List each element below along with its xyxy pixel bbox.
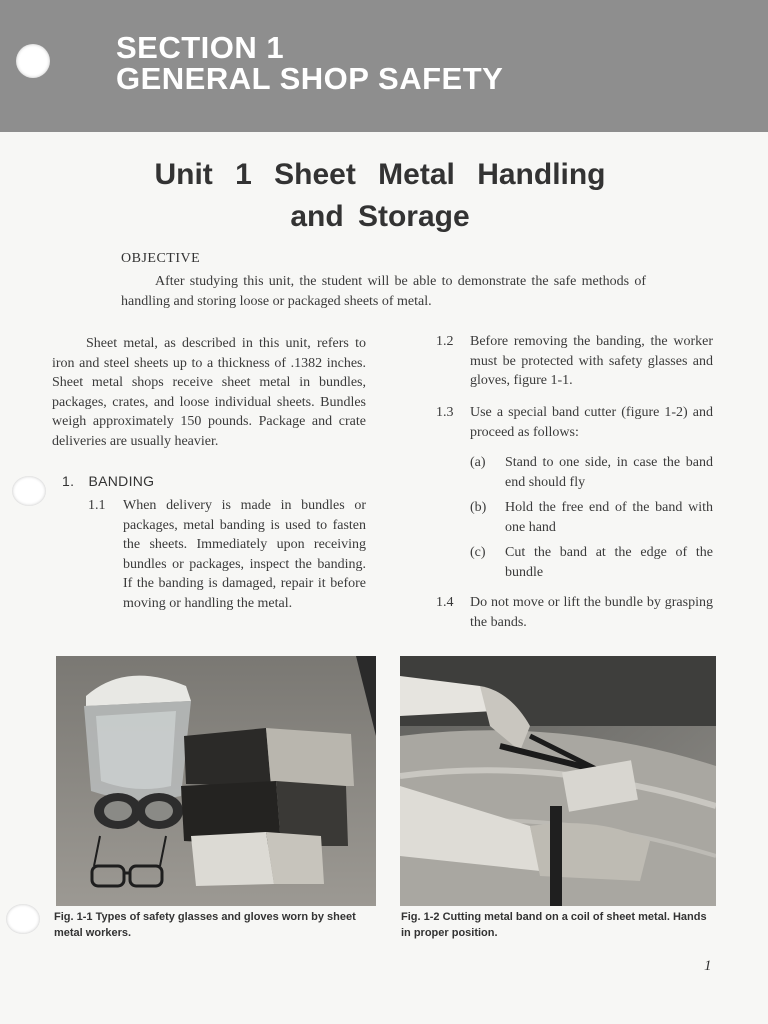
item-number: 1.3 [436,405,454,420]
item-number: 1.2 [436,334,454,349]
objective-heading: OBJECTIVE [121,251,201,266]
subitem-a [470,453,716,497]
item-text: When delivery is made in bundles or packages, metal banding is used to fasten the sheets. Immediately upon receiving bundles or packages, inspect the banding. If the banding is damaged, repair it before moving or handling the metal. [123,498,366,611]
item-1-2 [436,332,716,396]
subitem-text: Cut the band at the edge of the bundle [505,545,713,580]
subitem-text: Stand to one side, in case the band end should fly [505,455,713,490]
item-text: Before removing the banding, the worker must be protected with safety glasses and gloves, figure 1-1. [470,334,713,389]
band-cutting-illustration [400,656,716,906]
item-text: Do not move or lift the bundle by grasping the bands. [470,595,713,630]
figure-1-2-label: Fig. 1-2 [401,911,440,923]
item-number: 1.4 [436,595,454,610]
item-1-3 [436,403,716,447]
section-number-heading: SECTION 1 [116,30,285,65]
unit-title-line1: Unit 1 Sheet Metal Handling [154,158,606,191]
page-number: 1 [704,958,712,974]
subitem-label: (a) [470,455,486,470]
intro-paragraph: Sheet metal, as described in this unit, refers to iron and steel sheets up to a thickness of .1382 inches. Sheet metal shops receive sheet metal in bundles, packages, crates, and loose individual sheets. Bundles weigh approximately 150 pounds. Package and crate deliveries are usually heavier. [52,336,366,449]
safety-equipment-illustration [56,656,376,906]
figure-1-2-caption [401,909,717,941]
item-1-1 [88,496,368,636]
figure-1-1-photo [56,656,376,906]
subitem-b [470,498,716,542]
subitem-c [470,543,716,587]
unit-title [100,154,660,238]
subitem-label: (b) [470,500,487,515]
figure-1-1-label: Fig. 1-1 [54,911,93,923]
unit-title-line2: and Storage [290,200,470,233]
section-title-heading: GENERAL SHOP SAFETY [116,61,504,96]
subitem-label: (c) [470,545,486,560]
figure-1-2-photo [400,656,716,906]
item-number: 1.1 [88,498,106,513]
subitem-text: Hold the free end of the band with one hand [505,500,713,535]
item-text: Use a special band cutter (figure 1-2) and proceed as follows: [470,405,713,440]
binder-hole-middle [12,476,46,506]
binder-hole-top [16,44,50,78]
binder-hole-bottom [6,904,40,934]
item-1-4 [436,593,716,637]
banding-heading-title: BANDING [88,473,155,489]
figure-1-1-caption-text: Types of safety glasses and gloves worn by sheet metal workers. [54,911,356,939]
objective-text: After studying this unit, the student will be able to demonstrate the safe methods of handling and storing loose or packaged sheets of metal. [121,274,646,309]
figure-1-1-caption [54,909,368,941]
figure-1-2-caption-text: Cutting metal band on a coil of sheet metal. Hands in proper position. [401,911,707,939]
banding-heading [62,473,154,489]
banding-heading-number: 1. [62,473,75,489]
section-banner [0,0,768,132]
